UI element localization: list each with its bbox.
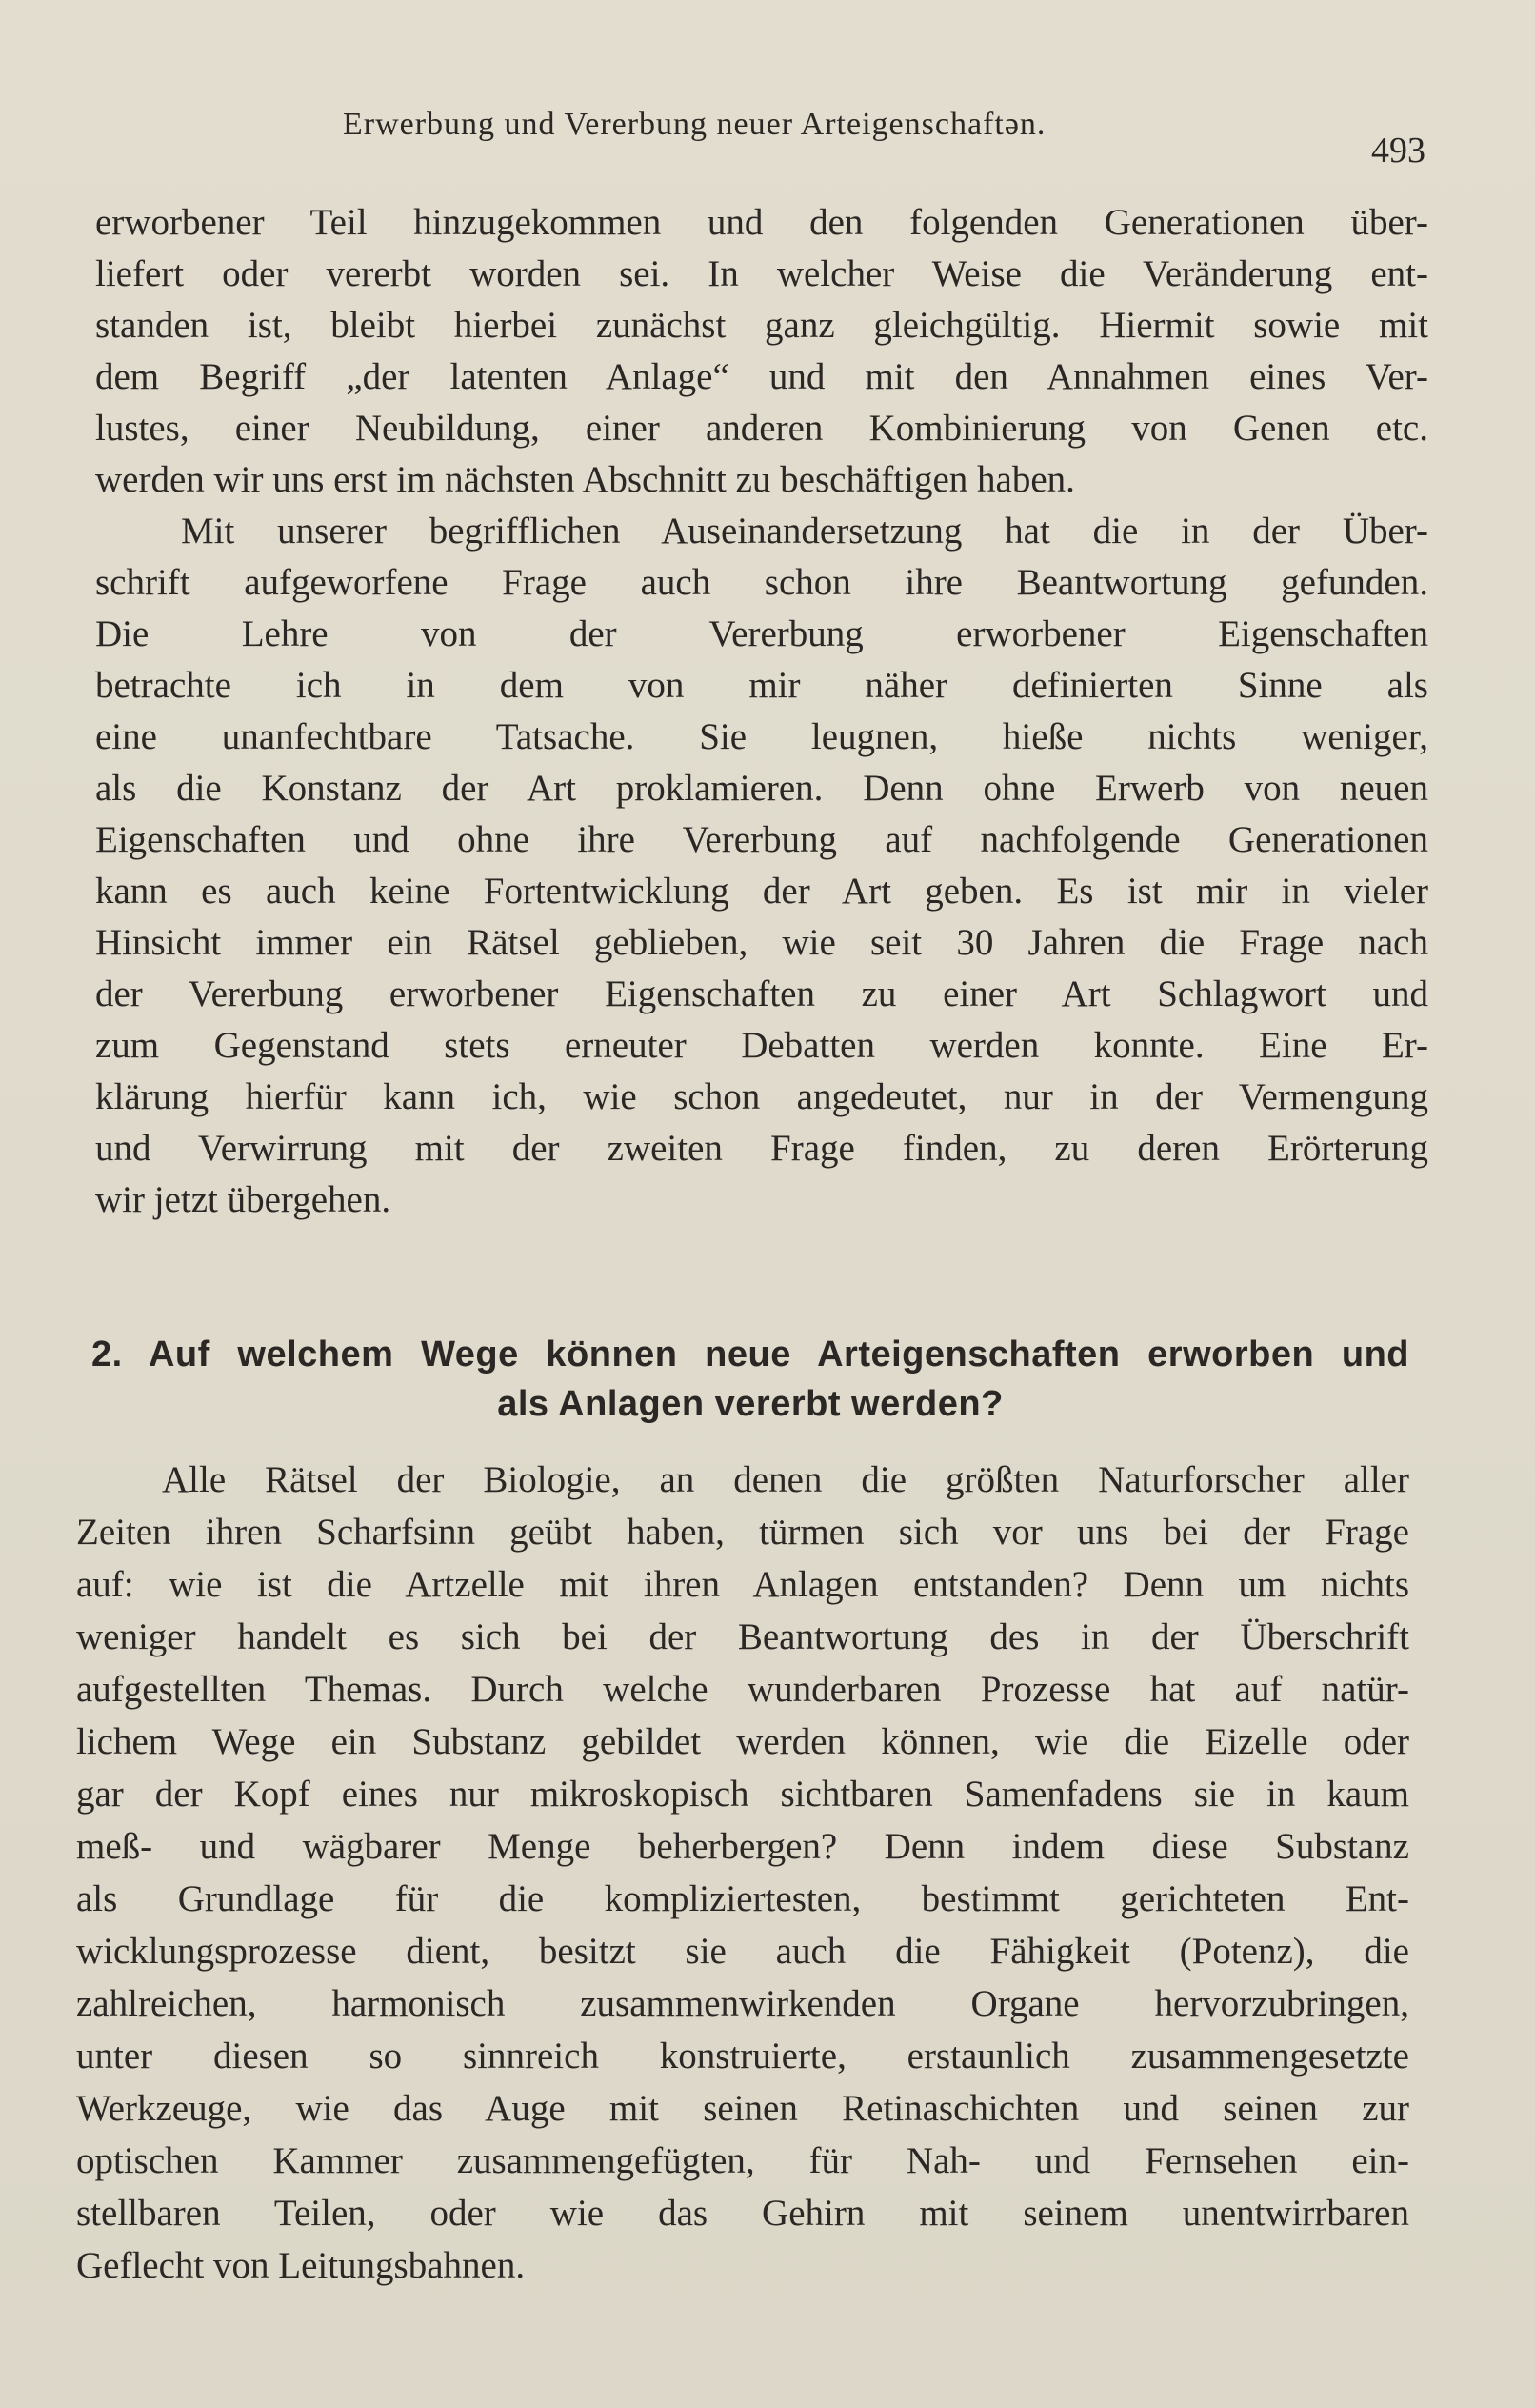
- paragraph-first-line: Alle Rätsel der Biologie, an denen die größten Naturforscher aller: [162, 1459, 1409, 1500]
- text-line: weniger handelt es sich bei der Beantwortung des in der Überschrift: [76, 1616, 1409, 1657]
- text-line: schrift aufgeworfene Frage auch schon ihre Beantwortung gefunden.: [95, 562, 1428, 603]
- text-line: klärung hierfür kann ich, wie schon angedeutet, nur in der Vermengung: [95, 1076, 1428, 1117]
- text-line: werden wir uns erst im nächsten Abschnitt zu beschäftigen haben.: [95, 459, 1075, 500]
- text-line: Werkzeuge, wie das Auge mit seinen Retinaschichten und seinen zur: [76, 2088, 1409, 2129]
- running-title: Erwerbung und Vererbung neuer Arteigenschaftən.: [343, 107, 1047, 142]
- text-line: als die Konstanz der Art proklamieren. Denn ohne Erwerb von neuen: [95, 768, 1428, 809]
- text-line: Zeiten ihren Scharfsinn geübt haben, türmen sich vor uns bei der Frage: [76, 1512, 1409, 1553]
- text-line: lichem Wege ein Substanz gebildet werden können, wie die Eizelle oder: [76, 1721, 1409, 1762]
- text-line: meß- und wägbarer Menge beherbergen? Denn indem diese Substanz: [76, 1826, 1409, 1867]
- text-line: auf: wie ist die Artzelle mit ihren Anlagen entstanden? Denn um nichts: [76, 1564, 1409, 1605]
- text-line: liefert oder vererbt worden sei. In welcher Weise die Veränderung ent-: [95, 253, 1428, 294]
- text-line: der Vererbung erworbener Eigenschaften zu einer Art Schlagwort und: [95, 973, 1428, 1014]
- text-line: Hinsicht immer ein Rätsel geblieben, wie seit 30 Jahren die Frage nach: [95, 922, 1428, 963]
- text-line: unter diesen so sinnreich konstruierte, erstaunlich zusammengesetzte: [76, 2036, 1409, 2077]
- text-line: dem Begriff „der latenten Anlage“ und mit den Annahmen eines Ver-: [95, 356, 1428, 397]
- text-line: lustes, einer Neubildung, einer anderen Kombinierung von Genen etc.: [95, 408, 1428, 449]
- text-line: erworbener Teil hinzugekommen und den folgenden Generationen über-: [95, 202, 1428, 243]
- text-line: als Grundlage für die kompliziertesten, bestimmt gerichteten Ent-: [76, 1878, 1409, 1919]
- text-line: zum Gegenstand stets erneuter Debatten werden konnte. Eine Er-: [95, 1025, 1428, 1066]
- text-line: Eigenschaften und ohne ihre Vererbung auf nachfolgende Generationen: [95, 819, 1428, 860]
- text-line: Geflecht von Leitungsbahnen.: [76, 2245, 526, 2286]
- page-number: 493: [1371, 130, 1425, 171]
- section-heading-line-2: als Anlagen vererbt werden?: [497, 1384, 1004, 1424]
- text-line: eine unanfechtbare Tatsache. Sie leugnen, hieße nichts weniger,: [95, 716, 1428, 757]
- text-line: wir jetzt übergehen.: [95, 1179, 391, 1220]
- text-line: betrachte ich in dem von mir näher definierten Sinne als: [95, 665, 1428, 706]
- text-line: standen ist, bleibt hierbei zunächst ganz gleichgültig. Hiermit sowie mit: [95, 305, 1428, 346]
- text-line: zahlreichen, harmonisch zusammenwirkenden Organe hervorzubringen,: [76, 1983, 1409, 2024]
- text-line: optischen Kammer zusammengefügten, für Nah- und Fernsehen ein-: [76, 2140, 1409, 2181]
- text-line: aufgestellten Themas. Durch welche wunderbaren Prozesse hat auf natür-: [76, 1669, 1409, 1710]
- text-line: kann es auch keine Fortentwicklung der Art geben. Es ist mir in vieler: [95, 871, 1428, 912]
- text-line: wicklungsprozesse dient, besitzt sie auch die Fähigkeit (Potenz), die: [76, 1931, 1409, 1972]
- paragraph-first-line: Mit unserer begrifflichen Auseinandersetzung hat die in der Über-: [181, 511, 1428, 552]
- section-heading-line-1: 2. Auf welchem Wege können neue Arteigenschaften erworben und: [91, 1334, 1409, 1375]
- text-line: Die Lehre von der Vererbung erworbener Eigenschaften: [95, 613, 1428, 654]
- text-line: und Verwirrung mit der zweiten Frage finden, zu deren Erörterung: [95, 1128, 1428, 1169]
- text-line: stellbaren Teilen, oder wie das Gehirn mit seinem unentwirrbaren: [76, 2193, 1409, 2234]
- text-line: gar der Kopf eines nur mikroskopisch sichtbaren Samenfadens sie in kaum: [76, 1774, 1409, 1815]
